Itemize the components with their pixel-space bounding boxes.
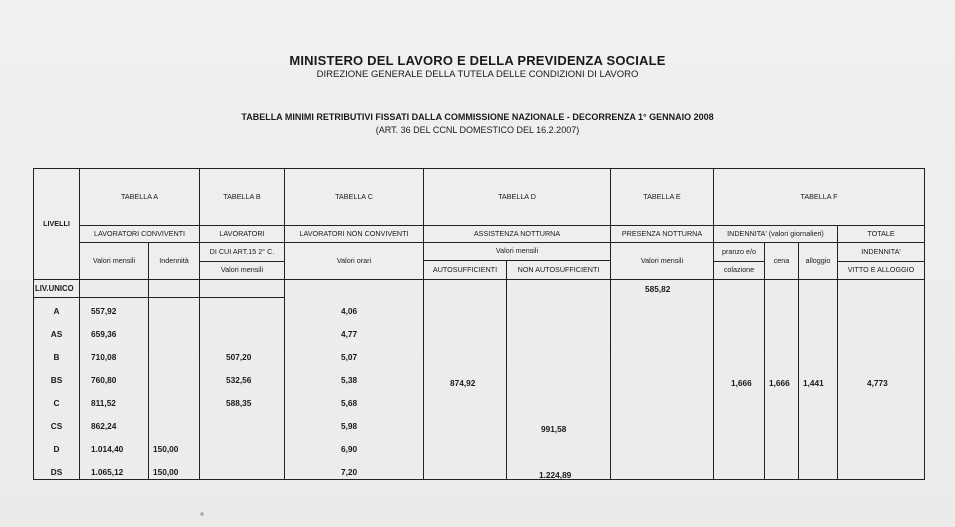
row-b-valore: 532,56: [226, 375, 252, 385]
tabella-f-alloggio-value: 1,441: [803, 378, 824, 388]
row-livello: D: [53, 444, 60, 454]
tabella-d-valori: Valori mensili: [423, 242, 611, 261]
row-livello: AS: [50, 329, 63, 339]
row-a-valore: 659,36: [91, 329, 117, 339]
row-c-valore: 6,90: [341, 444, 358, 454]
row-a-indennita: 150,00: [153, 444, 179, 454]
tabella-d-header: TABELLA D: [423, 168, 611, 226]
liv-unico-divider: [33, 297, 285, 298]
tabella-f-pranzo-value: 1,666: [731, 378, 752, 388]
row-c-valore: 4,06: [341, 306, 358, 316]
tabella-c-group: LAVORATORI NON CONVIVENTI: [284, 225, 424, 243]
tabella-f-colazione: colazione: [713, 261, 765, 280]
tabella-e-header: TABELLA E: [610, 168, 714, 226]
tabella-e-group: PRESENZA NOTTURNA: [610, 225, 714, 243]
tabella-b-valori: Valori mensili: [199, 261, 285, 280]
row-a-valore: 710,08: [91, 352, 117, 362]
tabella-f-totale-value: 4,773: [867, 378, 888, 388]
ministry-title: MINISTERO DEL LAVORO E DELLA PREVIDENZA SOCIALE: [289, 53, 666, 68]
row-b-valore: 507,20: [226, 352, 252, 362]
row-c-valore: 5,07: [341, 352, 358, 362]
tabella-d-nonauto-ds-value: 1.224,89: [539, 470, 572, 480]
tabella-d-autosufficienti: AUTOSUFFICIENTI: [423, 260, 507, 280]
tabella-b-group: LAVORATORI: [199, 225, 285, 243]
row-livello: CS: [50, 421, 63, 431]
tabella-f-group: INDENNITA' (valori giornalieri): [713, 225, 838, 243]
row-c-valore: 5,98: [341, 421, 358, 431]
row-a-valore: 1.014,40: [91, 444, 124, 454]
tabella-e-valori: Valori mensili: [610, 242, 714, 280]
tabella-f-cena-value: 1,666: [769, 378, 790, 388]
tabella-a-valori: Valori mensili: [79, 242, 149, 280]
row-a-valore: 811,52: [91, 398, 116, 408]
table-subtitle: (ART. 36 DEL CCNL DOMESTICO DEL 16.2.2007): [375, 125, 580, 135]
row-livello: C: [53, 398, 60, 408]
table-title: TABELLA MINIMI RETRIBUTIVI FISSATI DALLA COMMISSIONE NAZIONALE - DECORRENZA 1° GENNAIO 2008: [241, 112, 714, 122]
tabella-f-totale-2: INDENNITA': [837, 242, 925, 262]
tabella-c-valori: Valori orari: [284, 242, 424, 280]
footer-mark: °: [200, 512, 204, 523]
row-livello: B: [53, 352, 60, 362]
row-livello: A: [53, 306, 60, 316]
tabella-b-header: TABELLA B: [199, 168, 285, 226]
tabella-f-header: TABELLA F: [713, 168, 925, 226]
tabella-b-sub: DI CUI ART.15 2° C.: [199, 242, 285, 262]
row-c-valore: 7,20: [341, 467, 358, 477]
tabella-c-header: TABELLA C: [284, 168, 424, 226]
row-livello: DS: [50, 467, 63, 477]
tabella-d-auto-value: 874,92: [450, 378, 476, 388]
tabella-d-group: ASSISTENZA NOTTURNA: [423, 225, 611, 243]
tabella-a-indennita: Indennità: [148, 242, 200, 280]
body-col-e: [610, 279, 714, 480]
row-a-valore: 1.065,12: [91, 467, 124, 477]
row-c-valore: 5,38: [341, 375, 358, 385]
tabella-d-nonauto-cs-value: 991,58: [541, 424, 567, 434]
body-col-d-nonauto: [506, 279, 611, 480]
livelli-header: LIVELLI: [33, 168, 80, 280]
tabella-f-alloggio: alloggio: [798, 242, 838, 280]
tabella-f-totale-1: TOTALE: [837, 225, 925, 243]
liv-unico-label: LIV.UNICO: [35, 284, 74, 293]
directorate-subtitle: DIREZIONE GENERALE DELLA TUTELA DELLE CONDIZIONI DI LAVORO: [316, 69, 639, 80]
tabella-a-group: LAVORATORI CONVIVENTI: [79, 225, 200, 243]
row-a-valore: 760,80: [91, 375, 117, 385]
row-c-valore: 4,77: [341, 329, 358, 339]
row-b-valore: 588,35: [226, 398, 252, 408]
tabella-e-unico-value: 585,82: [645, 284, 671, 294]
row-livello: BS: [50, 375, 63, 385]
row-a-valore: 862,24: [91, 421, 117, 431]
row-c-valore: 5,68: [341, 398, 358, 408]
row-a-indennita: 150,00: [153, 467, 179, 477]
wage-table: [33, 168, 925, 480]
tabella-f-totale-3: VITTO E ALLOGGIO: [837, 261, 925, 280]
tabella-f-cena: cena: [764, 242, 799, 280]
tabella-d-non-autosufficienti: NON AUTOSUFFICIENTI: [506, 260, 611, 280]
row-a-valore: 557,92: [91, 306, 117, 316]
tabella-a-header: TABELLA A: [79, 168, 200, 226]
tabella-f-pranzo: pranzo e/o: [713, 242, 765, 262]
